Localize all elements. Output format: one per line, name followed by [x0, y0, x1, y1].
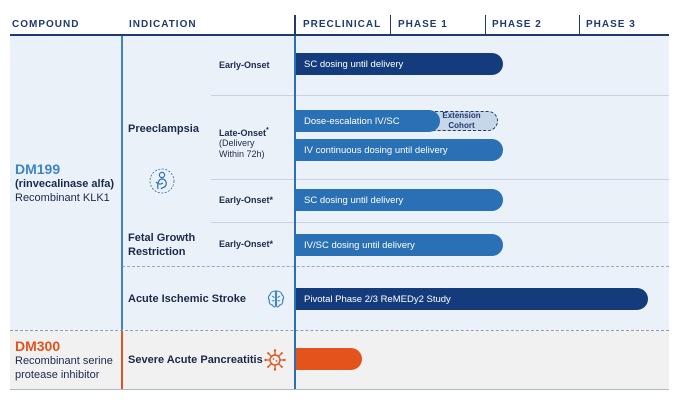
header-indication: INDICATION: [129, 19, 197, 30]
row-separator: [211, 222, 669, 223]
subgroup-late-detail-1: (Delivery: [219, 138, 255, 148]
header-phase-1: PHASE 1: [398, 19, 448, 30]
header-phase-3: PHASE 3: [586, 19, 636, 30]
header-tick: [579, 15, 580, 34]
bar-iv-sc-dosing: IV/SC dosing until delivery: [296, 234, 503, 256]
subgroup-late-onset-label: Late-Onset: [219, 128, 267, 138]
header-compound: COMPOUND: [12, 19, 80, 30]
bar-remedy2-study: Pivotal Phase 2/3 ReMEDy2 Study: [296, 288, 648, 310]
header-tick: [485, 15, 486, 34]
subgroup-late-onset-star: *: [266, 127, 269, 134]
bar-sc-dosing-early-star: SC dosing until delivery: [296, 189, 503, 211]
table-bottom-rule: [10, 389, 669, 390]
pregnant-mother-icon: [149, 168, 175, 194]
extension-label-1: Extension: [442, 111, 481, 120]
dm300-desc-line1: Recombinant serine: [15, 355, 113, 367]
indication-stroke: Acute Ischemic Stroke: [128, 293, 246, 305]
dm300-desc-line2: protease inhibitor: [15, 369, 100, 381]
indication-preeclampsia: Preeclampsia: [128, 123, 199, 135]
bar-sc-dosing-early: SC dosing until delivery: [296, 53, 503, 75]
row-separator: [211, 95, 669, 96]
row-separator: [211, 179, 669, 180]
dm199-divider: [121, 36, 123, 330]
header-phase-2: PHASE 2: [492, 19, 542, 30]
header-preclinical: PRECLINICAL: [303, 19, 382, 30]
subgroup-early-onset-fgr: Early-Onset*: [219, 239, 274, 249]
dm300-divider: [121, 331, 123, 389]
bar-iv-continuous: IV continuous dosing until delivery: [296, 139, 503, 161]
subgroup-late-detail-2: Within 72h): [219, 149, 265, 159]
indication-pancreatitis: Severe Acute Pancreatitis: [128, 354, 263, 366]
row-separator-dashed: [122, 266, 669, 267]
extension-label-2: Cohort: [448, 121, 475, 130]
brain-icon: [265, 288, 287, 310]
dm199-name: DM199: [15, 161, 61, 177]
dm199-generic: (rinvecalinase alfa): [15, 178, 115, 190]
preclinical-axis: [294, 36, 296, 389]
dm199-desc: Recombinant KLK1: [15, 192, 110, 204]
bar-dm300-preclinical: [296, 348, 362, 370]
indication-fgr-line2: Restriction: [128, 246, 186, 258]
bar-dose-escalation: Dose-escalation IV/SC: [296, 110, 440, 132]
subgroup-early-onset-star: Early-Onset*: [219, 195, 274, 205]
row-separator-dashed: [10, 330, 669, 331]
header-tick: [390, 15, 391, 34]
subgroup-late-onset: [219, 125, 269, 139]
virus-icon: [263, 348, 287, 372]
subgroup-early-onset: Early-Onset: [219, 60, 270, 70]
indication-fgr-line1: Fetal Growth: [128, 232, 196, 244]
dm300-name: DM300: [15, 338, 61, 354]
header-tick: [294, 15, 296, 36]
